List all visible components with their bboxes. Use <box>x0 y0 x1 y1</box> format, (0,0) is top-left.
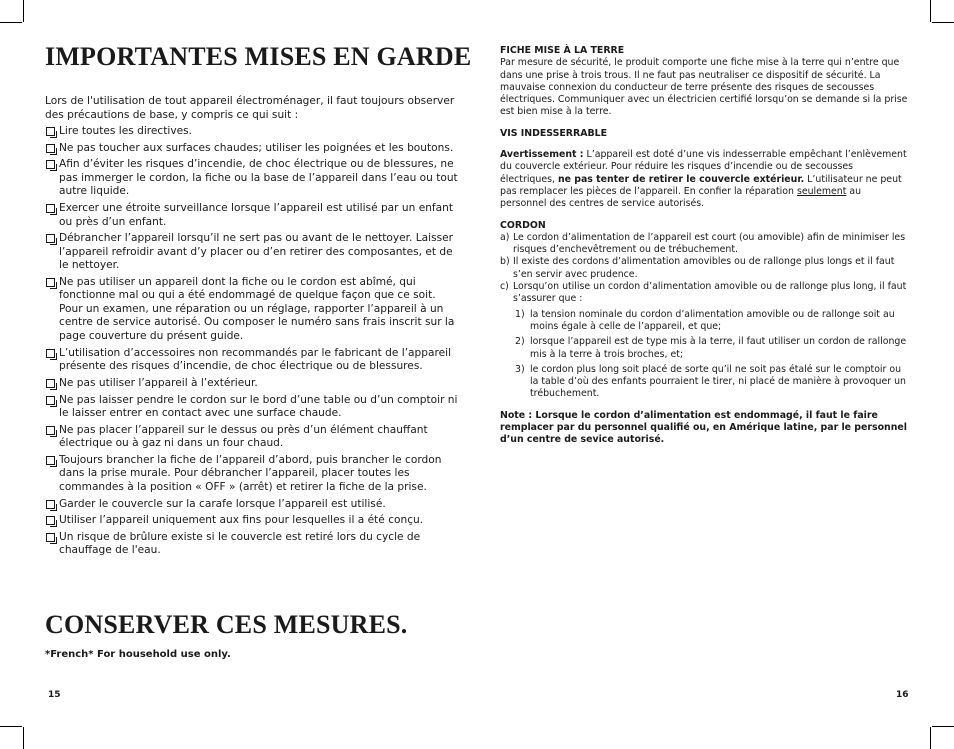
footer-note: *French* For household use only. <box>45 649 231 660</box>
checkbox-bullet-icon <box>46 516 55 525</box>
list-item: c) Lorsqu’on utilise un cordon d’alimentation amovible ou de rallonge plus long, il faut s’assurer que : <box>500 281 907 305</box>
cord-list <box>500 232 910 401</box>
list-item: Garder le couvercle sur la carafe lorsque l’appareil est utilisé. <box>45 498 460 512</box>
list-item: 1) la tension nominale du cordon d’alimentation amovible ou de rallonge soit au moins égale à celle de l’appareil, et que; <box>515 308 895 332</box>
crop-mark <box>930 727 931 749</box>
checkbox-bullet-icon <box>46 204 55 213</box>
list-item: Ne pas utiliser l’appareil à l’extérieur. <box>45 377 460 391</box>
checkbox-bullet-icon <box>46 379 55 388</box>
list-item: Débrancher l’appareil lorsqu’il ne sert pas ou avant de le nettoyer. Laisser l’appareil refroidir avant d’y placer ou d’en retirer des composantes, et de le nettoyer. <box>45 232 460 273</box>
grounded-text: Par mesure de sécurité, le produit comporte une fiche mise à la terre qui n’entre que dans une prise à trois trous. Il ne faut pas neutraliser ce dispositif de sécurité. La mauvaise connexion du conducteur de terre présente des risques de secousses électriques. Communiquer avec un électricien certifié lorsqu’on se demande si la prise est bien mise à la terre. <box>500 57 908 118</box>
crop-mark <box>932 22 954 23</box>
checkbox-bullet-icon <box>46 278 55 287</box>
crop-mark <box>0 726 22 727</box>
list-item: Utiliser l’appareil uniquement aux fins pour lesquelles il a été conçu. <box>45 514 460 528</box>
page-number: 15 <box>48 690 61 700</box>
checkbox-bullet-icon <box>46 160 55 169</box>
section-heading-screw: VIS INDESSERRABLE <box>500 127 607 139</box>
checkbox-bullet-icon <box>46 396 55 405</box>
safety-list <box>45 125 460 561</box>
page-title: IMPORTANTES MISES EN GARDE <box>45 42 472 71</box>
list-item: Ne pas utiliser un appareil dont la fiche ou le cordon est abîmé, qui fonctionne mal ou qui a été endommagé de quelque façon que ce soit. Pour un examen, une réparation ou un réglage, rapporter l’appareil à un centre de service autorisé. Ou composer le numéro sans frais inscrit sur la page couverture du présent guide. <box>45 276 460 344</box>
crop-mark <box>930 0 931 22</box>
list-item: Lire toutes les directives. <box>45 125 460 139</box>
screw-text: Avertissement : L’appareil est doté d’une vis indesserrable empêchant l’enlèvement du couvercle extérieur. Pour réduire les risques d’incendie ou de secousses électriques, ne pas tenter de retirer le couvercle extérieur. L’utilisateur ne peut pas remplacer les pièces de l’appareil. En confier la réparation seulement au personnel des centres de service autorisés. <box>500 149 907 210</box>
list-item: L’utilisation d’accessoires non recommandés par le fabricant de l’appareil présente des risques d’incendie, de choc électrique ou de blessures. <box>45 347 460 374</box>
crop-mark <box>932 726 954 727</box>
checkbox-bullet-icon <box>46 349 55 358</box>
list-item: 2) lorsque l’appareil est de type mis à la terre, il faut utiliser un cordon de rallonge mis à la terre à trois broches, et; <box>515 336 907 360</box>
crop-mark <box>23 727 24 749</box>
list-item: Afin d’éviter les risques d’incendie, de choc électrique ou de blessures, ne pas immerger le cordon, la fiche ou la base de l’appareil dans l’eau ou tout autre liquide. <box>45 158 460 199</box>
checkbox-bullet-icon <box>46 234 55 243</box>
note-text: Note : Lorsque le cordon d’alimentation est endommagé, il faut le faire remplacer par du personnel qualifié ou, en Amérique latine, par le personnel d’un centre de sevice autorisé. <box>500 409 907 446</box>
warning-label: Avertissement : <box>500 149 584 161</box>
section-heading-grounded: FICHE MISE À LA TERRE <box>500 45 625 56</box>
list-item: 3) le cordon plus long soit placé de sorte qu’il ne soit pas étalé sur le comptoir ou la table d’où des enfants pourraient le tirer, ni placé de manière à provoquer un trébuchement. <box>515 363 906 400</box>
checkbox-bullet-icon <box>46 426 55 435</box>
closing-title: CONSERVER CES MESURES. <box>45 610 408 639</box>
list-item: Ne pas placer l’appareil sur le dessus ou près d’un élément chauffant électrique ou à gaz ni dans un four chaud. <box>45 424 460 451</box>
checkbox-bullet-icon <box>46 533 55 542</box>
section-heading-cord: CORDON <box>500 219 546 231</box>
list-item: Un risque de brûlure existe si le couvercle est retiré lors du cycle de chauffage de l'eau. <box>45 531 460 558</box>
crop-mark <box>0 22 22 23</box>
list-item: Ne pas laisser pendre le cordon sur le bord d’une table ou d’un comptoir ni le laisser entrer en contact avec une surface chaude. <box>45 394 460 421</box>
checkbox-bullet-icon <box>46 144 55 153</box>
checkbox-bullet-icon <box>46 456 55 465</box>
intro-paragraph: Lors de l'utilisation de tout appareil électroménager, il faut toujours observer des précautions de base, y compris ce qui suit : <box>45 95 455 121</box>
crop-mark <box>23 0 24 22</box>
list-item: b) Il existe des cordons d’alimentation amovibles ou de rallonge plus longs et il faut s’en servir avec prudence. <box>500 256 895 280</box>
list-item: Toujours brancher la fiche de l’appareil d’abord, puis brancher le cordon dans la prise murale. Pour débrancher l’appareil, placer toutes les commandes à la position « OFF » (arrêt) et retirer la fiche de la prise. <box>45 454 460 495</box>
list-item: Ne pas toucher aux surfaces chaudes; utiliser les poignées et les boutons. <box>45 142 460 156</box>
list-item: Exercer une étroite surveillance lorsque l’appareil est utilisé par un enfant ou près d’un enfant. <box>45 202 460 229</box>
left-page <box>45 0 472 749</box>
list-item: a) Le cordon d’alimentation de l’appareil est court (ou amovible) afin de minimiser les risques d’enchevêtrement ou de trébuchement. <box>500 231 906 256</box>
checkbox-bullet-icon <box>46 127 55 136</box>
right-page <box>500 0 910 749</box>
page-number: 16 <box>896 690 909 700</box>
checkbox-bullet-icon <box>46 500 55 509</box>
